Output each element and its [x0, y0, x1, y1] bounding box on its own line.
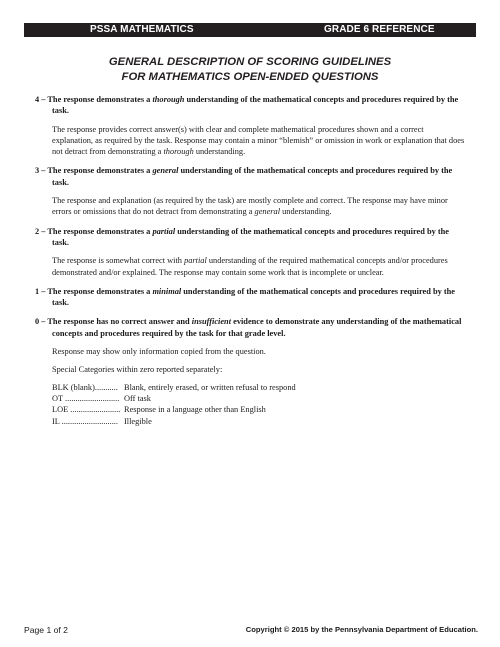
category-code: LOE ........................ [52, 405, 121, 415]
level-3-heading-text: 3 – The response demonstrates a [35, 166, 153, 176]
level-0-heading [35, 316, 465, 339]
level-4-heading [35, 94, 465, 117]
level-4-description [52, 124, 465, 158]
category-description: Blank, entirely erased, or written refusal to respond [124, 382, 296, 392]
level-2-heading [35, 226, 465, 249]
level-3-heading-emphasis: general [152, 166, 179, 176]
level-0-heading-emphasis: insufficient [191, 317, 232, 327]
title-line-2: FOR MATHEMATICS OPEN-ENDED QUESTIONS [121, 70, 379, 83]
level-2-description [52, 255, 465, 278]
level-4-description-text-end: understanding. [193, 147, 246, 157]
level-1-heading-text: 1 – The response demonstrates a [35, 286, 153, 296]
category-row [52, 416, 465, 427]
page-title [0, 55, 500, 84]
level-3-description [52, 195, 465, 218]
category-code: OT .......................... [52, 393, 120, 403]
level-3-description-text: The response and explanation (as required by the task) are mostly complete and correct. The response may have minor errors or omissions that do not detract from demonstrating a [52, 196, 448, 217]
level-4-heading-text-end: understanding of the mathematical concepts and procedures required by the task. [52, 95, 459, 116]
level-4-heading-text: 4 – The response demonstrates a [35, 95, 153, 104]
level-3-heading-text-end: understanding of the mathematical concepts and procedures required by the task. [52, 166, 453, 187]
page-number: Page 1 of 2 [24, 625, 68, 635]
level-1-heading [35, 286, 465, 309]
category-row [52, 382, 465, 393]
level-2-heading-emphasis: partial [152, 226, 176, 236]
level-4-heading-emphasis: thorough [152, 95, 185, 104]
level-2-description-emphasis: partial [184, 256, 207, 266]
category-description: Response in a language other than English [124, 405, 266, 415]
level-3-heading [35, 165, 465, 188]
level-0-heading-text-end: evidence to demonstrate any understanding of the mathematical concepts and procedures required by the task for that grade level. [52, 317, 462, 338]
title-line-1: GENERAL DESCRIPTION OF SCORING GUIDELINES [108, 56, 392, 68]
level-3-description-emphasis: general [254, 207, 281, 217]
category-description: Illegible [124, 416, 152, 426]
category-description: Off task [124, 393, 151, 403]
level-1-heading-text-end: understanding of the mathematical concepts and procedures required by the task. [52, 286, 455, 308]
level-0-heading-text: 0 – The response has no correct answer and [35, 317, 192, 327]
category-row [52, 404, 465, 415]
level-2-description-text-end: understanding of the required mathematical concepts and/or procedures demonstrated and/or explained. The response may contain some work that is incomplete or unclear. [52, 256, 448, 277]
header-subject: PSSA MATHEMATICS [90, 24, 194, 35]
level-2-heading-text-end: understanding of the mathematical concepts and procedures required by the task. [52, 226, 449, 247]
level-2-description-text: The response is somewhat correct with [52, 256, 185, 266]
level-4-description-text: The response provides correct answer(s) with clear and complete mathematical procedures shown and a correct explanation, as required by the task. Response may contain a minor “blemish” or omission in work or explanation that does not detract from demonstrating a [52, 124, 465, 157]
category-row [52, 393, 465, 404]
header-bar [24, 23, 476, 37]
level-0-description: Response may show only information copied from the question. [52, 347, 266, 357]
level-1-heading-emphasis: minimal [152, 286, 182, 296]
scoring-guidelines [35, 94, 465, 427]
special-categories-list [35, 382, 465, 427]
level-2-heading-text: 2 – The response demonstrates a [35, 226, 153, 236]
category-code: IL ........................... [52, 416, 118, 426]
header-grade: GRADE 6 REFERENCE [324, 24, 435, 35]
special-categories-intro: Special Categories within zero reported separately: [52, 365, 223, 375]
level-4-description-emphasis: thorough [163, 147, 194, 157]
category-code: BLK (blank)........... [52, 382, 118, 392]
level-3-description-text-end: understanding. [280, 207, 332, 217]
copyright-notice: Copyright © 2015 by the Pennsylvania Department of Education. [245, 625, 478, 634]
